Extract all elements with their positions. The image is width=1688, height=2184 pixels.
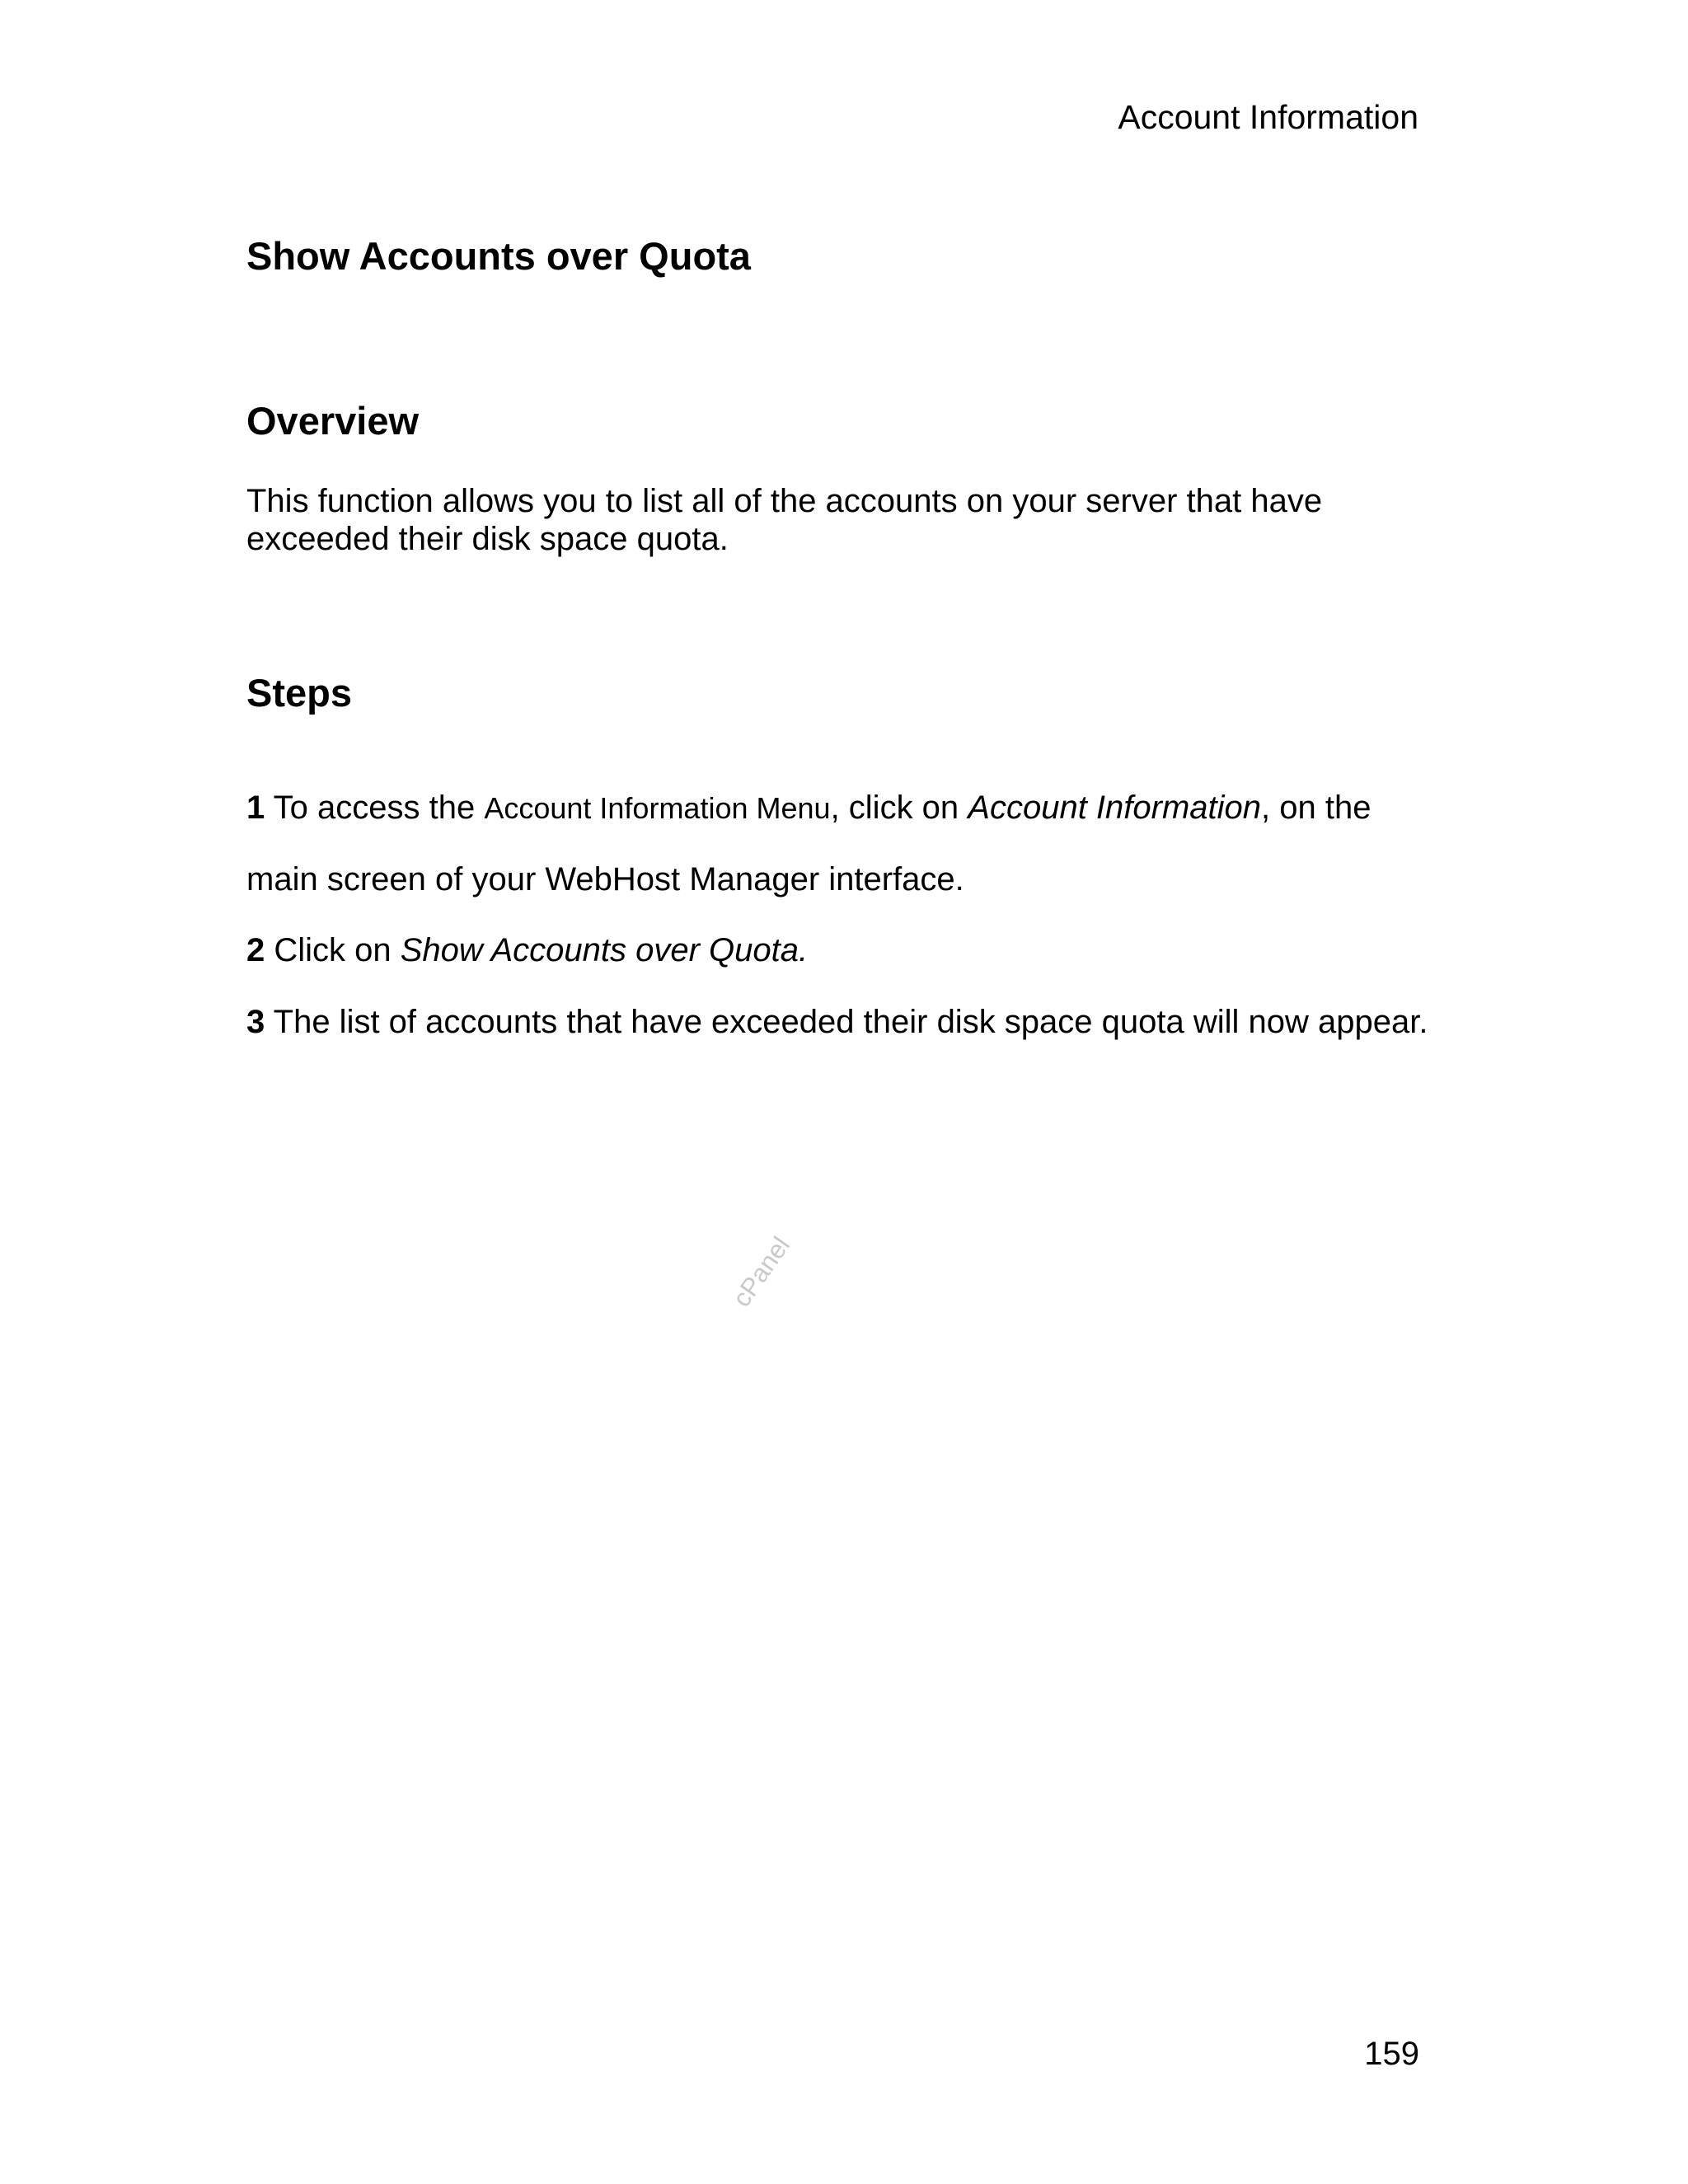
step-text: , on the [1261,790,1372,826]
step-number: 3 [246,1004,265,1040]
step-text: The list of accounts that have exceeded their disk space quota will now appear. [265,1004,1428,1040]
overview-heading: Overview [246,399,420,443]
cpanel-watermark: cPanel [727,1231,796,1313]
step-3 [246,1002,1428,1042]
show-accounts-over-quota-link-text: Show Accounts over Quota. [400,932,809,968]
step-2 [246,930,808,970]
step-number: 2 [246,932,265,968]
steps-heading: Steps [246,671,352,715]
step-text: To access the [265,790,485,826]
step-1 [246,788,1371,828]
page-title: Show Accounts over Quota [246,234,751,278]
menu-name: Account Information Menu [484,791,831,825]
overview-text: This function allows you to list all of the accounts on your server that have exceeded their disk space quota. [246,483,1323,557]
page-number: 159 [1364,2036,1419,2072]
step-1-continuation: main screen of your WebHost Manager interface. [246,861,964,898]
step-text: , click on [830,790,968,826]
account-information-link-text: Account Information [968,790,1262,826]
step-text: Click on [265,932,401,968]
step-number: 1 [246,790,265,826]
running-header: Account Information [1118,98,1418,136]
